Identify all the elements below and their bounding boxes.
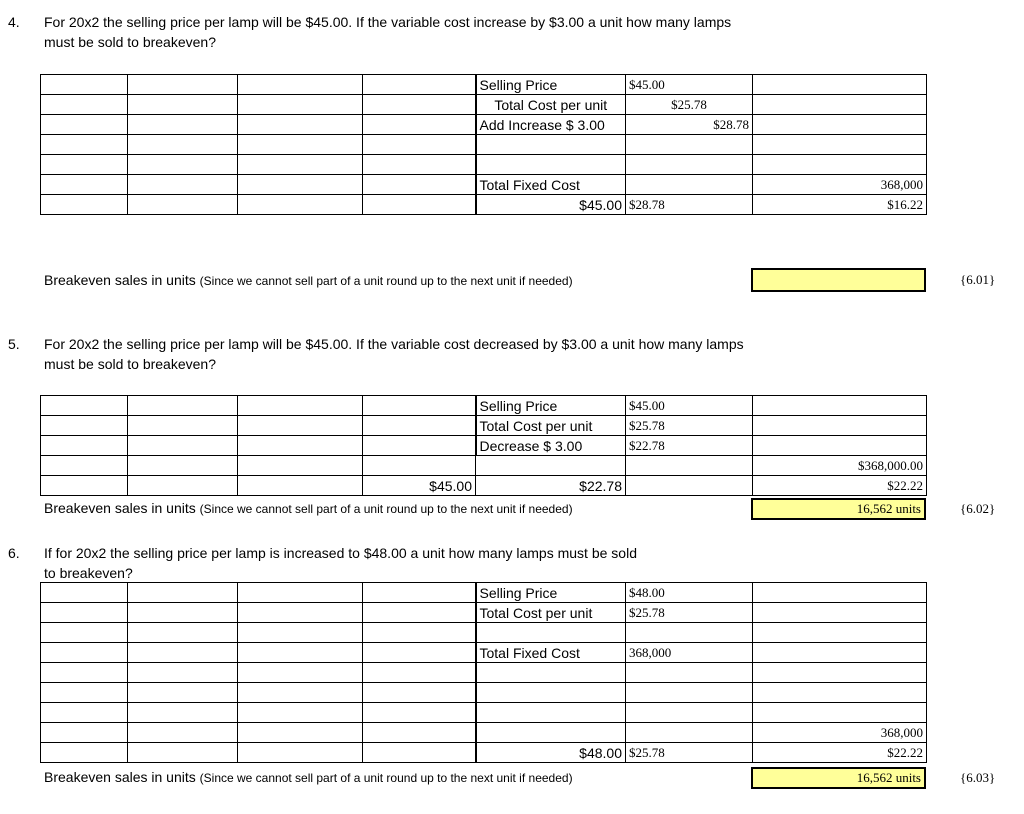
cell[interactable] — [128, 115, 238, 135]
table-row — [41, 643, 927, 663]
cell[interactable] — [41, 456, 128, 476]
cell[interactable] — [41, 396, 128, 416]
table-row — [41, 663, 927, 683]
table-row — [41, 603, 927, 623]
cell[interactable] — [128, 603, 238, 623]
breakeven-note: (Since we cannot sell part of a unit round up to the next unit if needed) — [199, 502, 573, 516]
cell[interactable] — [41, 683, 128, 703]
value-total-fixed-cost[interactable]: 368,000 — [753, 175, 927, 195]
cell[interactable] — [363, 663, 476, 683]
cell[interactable] — [363, 703, 476, 723]
cell[interactable] — [626, 623, 753, 643]
value-total-cost-per-unit[interactable]: $25.78 — [626, 416, 753, 436]
cell[interactable] — [753, 135, 927, 155]
value-contribution-margin[interactable]: $22.22 — [753, 743, 927, 763]
table-row — [41, 396, 927, 416]
label-selling-price[interactable]: Selling Price — [476, 396, 626, 416]
label-total-fixed-cost[interactable]: Total Fixed Cost — [476, 643, 626, 663]
table-row — [41, 175, 927, 195]
value-total-fixed-cost[interactable]: $368,000.00 — [753, 456, 927, 476]
cell[interactable] — [476, 155, 626, 175]
q6-answer-input[interactable]: 16,562 units — [751, 767, 926, 789]
value-selling-price[interactable]: $45.00 — [626, 75, 753, 95]
value-variable-cost[interactable]: $22.78 — [476, 476, 626, 496]
cell[interactable] — [626, 683, 753, 703]
value-decrease[interactable]: $22.78 — [626, 436, 753, 456]
cell[interactable] — [128, 456, 238, 476]
cell[interactable] — [363, 155, 476, 175]
cell[interactable] — [476, 723, 626, 743]
cell[interactable] — [41, 416, 128, 436]
cell[interactable] — [128, 643, 238, 663]
cell[interactable] — [363, 683, 476, 703]
cell[interactable] — [41, 135, 128, 155]
cell[interactable] — [363, 456, 476, 476]
cell[interactable] — [238, 456, 363, 476]
cell[interactable] — [41, 195, 128, 215]
cell[interactable] — [41, 583, 128, 603]
cell[interactable] — [41, 436, 128, 456]
value-total-cost-per-unit[interactable]: $25.78 — [626, 603, 753, 623]
q6-question-line2: to breakeven? — [44, 565, 133, 581]
cell[interactable] — [753, 396, 927, 416]
cell[interactable] — [238, 703, 363, 723]
cell[interactable] — [128, 416, 238, 436]
value-total-cost-per-unit[interactable]: $25.78 — [626, 95, 753, 115]
cell[interactable] — [753, 155, 927, 175]
label-total-cost-per-unit[interactable]: Total Cost per unit — [476, 416, 626, 436]
q4-number: 4. — [8, 14, 20, 30]
cell[interactable] — [238, 75, 363, 95]
cell[interactable] — [238, 95, 363, 115]
q6-question-line1: If for 20x2 the selling price per lamp is increased to $48.00 a unit how many lamps must be sold — [44, 545, 637, 561]
q4-reference: {6.01} — [960, 272, 996, 287]
label-add-increase[interactable]: Add Increase $ 3.00 — [476, 115, 626, 135]
cell[interactable] — [128, 175, 238, 195]
q6-reference: {6.03} — [960, 770, 996, 785]
q4-answer-input[interactable] — [751, 268, 926, 292]
table-row — [41, 683, 927, 703]
value-contribution-margin[interactable]: $22.22 — [753, 476, 927, 496]
value-variable-cost[interactable]: $28.78 — [626, 195, 753, 215]
value-selling-price[interactable]: $48.00 — [626, 583, 753, 603]
value-price[interactable]: $48.00 — [476, 743, 626, 763]
cell[interactable] — [128, 703, 238, 723]
cell[interactable] — [238, 195, 363, 215]
cell[interactable] — [363, 436, 476, 456]
table-row — [41, 416, 927, 436]
table-row — [41, 155, 927, 175]
cell[interactable] — [476, 683, 626, 703]
cell[interactable] — [238, 643, 363, 663]
cell[interactable] — [753, 115, 927, 135]
cell[interactable] — [476, 663, 626, 683]
cell[interactable] — [41, 743, 128, 763]
cell[interactable] — [238, 603, 363, 623]
cell[interactable] — [128, 155, 238, 175]
table-row — [41, 95, 927, 115]
cell[interactable] — [753, 703, 927, 723]
label-total-cost-per-unit[interactable]: Total Cost per unit — [476, 603, 626, 623]
cell[interactable] — [238, 743, 363, 763]
cell[interactable] — [753, 75, 927, 95]
cell[interactable] — [753, 603, 927, 623]
cell[interactable] — [128, 75, 238, 95]
cell[interactable] — [753, 683, 927, 703]
q5-answer-input[interactable]: 16,562 units — [751, 498, 926, 520]
q5-question-line2: must be sold to breakeven? — [44, 356, 216, 372]
cell[interactable] — [128, 623, 238, 643]
q4-question-line2: must be sold to breakeven? — [44, 34, 216, 50]
cell[interactable] — [363, 723, 476, 743]
cell[interactable] — [363, 175, 476, 195]
q4-worksheet-table — [40, 74, 927, 215]
table-row — [41, 436, 927, 456]
cell[interactable] — [238, 416, 363, 436]
cell[interactable] — [41, 115, 128, 135]
cell[interactable] — [238, 436, 363, 456]
cell[interactable] — [41, 723, 128, 743]
breakeven-label: Breakeven sales in units — [44, 272, 196, 288]
cell[interactable] — [41, 703, 128, 723]
cell[interactable] — [363, 95, 476, 115]
cell[interactable] — [238, 175, 363, 195]
cell[interactable] — [626, 723, 753, 743]
breakeven-note: (Since we cannot sell part of a unit round up to the next unit if needed) — [199, 771, 573, 785]
table-row — [41, 623, 927, 643]
value-selling-price[interactable]: $45.00 — [626, 396, 753, 416]
cell[interactable] — [128, 396, 238, 416]
cell[interactable] — [363, 623, 476, 643]
table-row — [41, 456, 927, 476]
label-decrease[interactable]: Decrease $ 3.00 — [476, 436, 626, 456]
cell[interactable] — [363, 396, 476, 416]
cell[interactable] — [626, 663, 753, 683]
cell[interactable] — [128, 683, 238, 703]
table-row — [41, 115, 927, 135]
cell[interactable] — [238, 115, 363, 135]
table-row — [41, 703, 927, 723]
cell[interactable] — [363, 135, 476, 155]
value-total-fixed-cost[interactable]: 368,000 — [626, 643, 753, 663]
cell[interactable] — [128, 583, 238, 603]
value-variable-cost[interactable]: $25.78 — [626, 743, 753, 763]
cell[interactable] — [476, 135, 626, 155]
cell[interactable] — [128, 195, 238, 215]
cell[interactable] — [128, 476, 238, 496]
cell[interactable] — [626, 456, 753, 476]
q4-breakeven-line — [44, 271, 573, 290]
q6-breakeven-line — [44, 768, 573, 787]
value-total-fixed-cost-result[interactable]: 368,000 — [753, 723, 927, 743]
cell[interactable] — [41, 663, 128, 683]
cell[interactable] — [363, 75, 476, 95]
q5-reference: {6.02} — [960, 501, 996, 516]
cell[interactable] — [41, 623, 128, 643]
cell[interactable] — [626, 175, 753, 195]
table-row — [41, 135, 927, 155]
cell[interactable] — [753, 643, 927, 663]
breakeven-label: Breakeven sales in units — [44, 500, 196, 516]
cell[interactable] — [128, 436, 238, 456]
cell[interactable] — [476, 623, 626, 643]
cell[interactable] — [753, 663, 927, 683]
cell[interactable] — [128, 135, 238, 155]
table-row — [41, 195, 927, 215]
value-price[interactable]: $45.00 — [363, 476, 476, 496]
cell[interactable] — [128, 663, 238, 683]
cell[interactable] — [753, 436, 927, 456]
cell[interactable] — [753, 416, 927, 436]
cell[interactable] — [363, 743, 476, 763]
table-row — [41, 743, 927, 763]
q5-breakeven-line — [44, 499, 573, 518]
cell[interactable] — [41, 643, 128, 663]
cell[interactable] — [363, 416, 476, 436]
cell[interactable] — [238, 583, 363, 603]
cell[interactable] — [363, 195, 476, 215]
cell[interactable] — [128, 95, 238, 115]
q6-number: 6. — [8, 545, 20, 561]
breakeven-label: Breakeven sales in units — [44, 769, 196, 785]
value-contribution-margin[interactable]: $16.22 — [753, 195, 927, 215]
label-selling-price[interactable]: Selling Price — [476, 583, 626, 603]
cell[interactable] — [128, 743, 238, 763]
table-row — [41, 723, 927, 743]
cell[interactable] — [41, 603, 128, 623]
q5-question-line1: For 20x2 the selling price per lamp will be $45.00. If the variable cost decreased by $3.00 a unit how many lamps — [44, 336, 744, 352]
cell[interactable] — [626, 155, 753, 175]
cell[interactable] — [41, 95, 128, 115]
cell[interactable] — [626, 703, 753, 723]
cell[interactable] — [476, 456, 626, 476]
cell[interactable] — [41, 75, 128, 95]
q6-worksheet-table — [40, 582, 927, 763]
cell[interactable] — [363, 643, 476, 663]
breakeven-note: (Since we cannot sell part of a unit round up to the next unit if needed) — [199, 274, 573, 288]
table-row — [41, 476, 927, 496]
cell[interactable] — [238, 396, 363, 416]
cell[interactable] — [238, 723, 363, 743]
cell[interactable] — [128, 723, 238, 743]
label-total-cost-per-unit[interactable]: Total Cost per unit — [476, 95, 626, 115]
cell[interactable] — [238, 623, 363, 643]
cell[interactable] — [363, 583, 476, 603]
cell[interactable] — [238, 476, 363, 496]
cell[interactable] — [363, 115, 476, 135]
q5-worksheet-table — [40, 395, 927, 496]
cell[interactable] — [41, 476, 128, 496]
cell[interactable] — [238, 155, 363, 175]
cell[interactable] — [238, 683, 363, 703]
label-total-fixed-cost[interactable]: Total Fixed Cost — [476, 175, 626, 195]
cell[interactable] — [238, 663, 363, 683]
cell[interactable] — [476, 703, 626, 723]
cell[interactable] — [626, 476, 753, 496]
cell[interactable] — [41, 155, 128, 175]
value-add-increase[interactable]: $28.78 — [626, 115, 753, 135]
cell[interactable] — [753, 623, 927, 643]
cell[interactable] — [753, 583, 927, 603]
q4-question-line1: For 20x2 the selling price per lamp will be $45.00. If the variable cost increase by $3.00 a unit how many lamps — [44, 14, 732, 30]
cell[interactable] — [363, 603, 476, 623]
table-row — [41, 583, 927, 603]
cell[interactable] — [626, 135, 753, 155]
label-selling-price[interactable]: Selling Price — [476, 75, 626, 95]
table-row — [41, 75, 927, 95]
cell[interactable] — [41, 175, 128, 195]
cell[interactable] — [238, 135, 363, 155]
q5-number: 5. — [8, 336, 20, 352]
cell[interactable] — [753, 95, 927, 115]
value-price[interactable]: $45.00 — [476, 195, 626, 215]
